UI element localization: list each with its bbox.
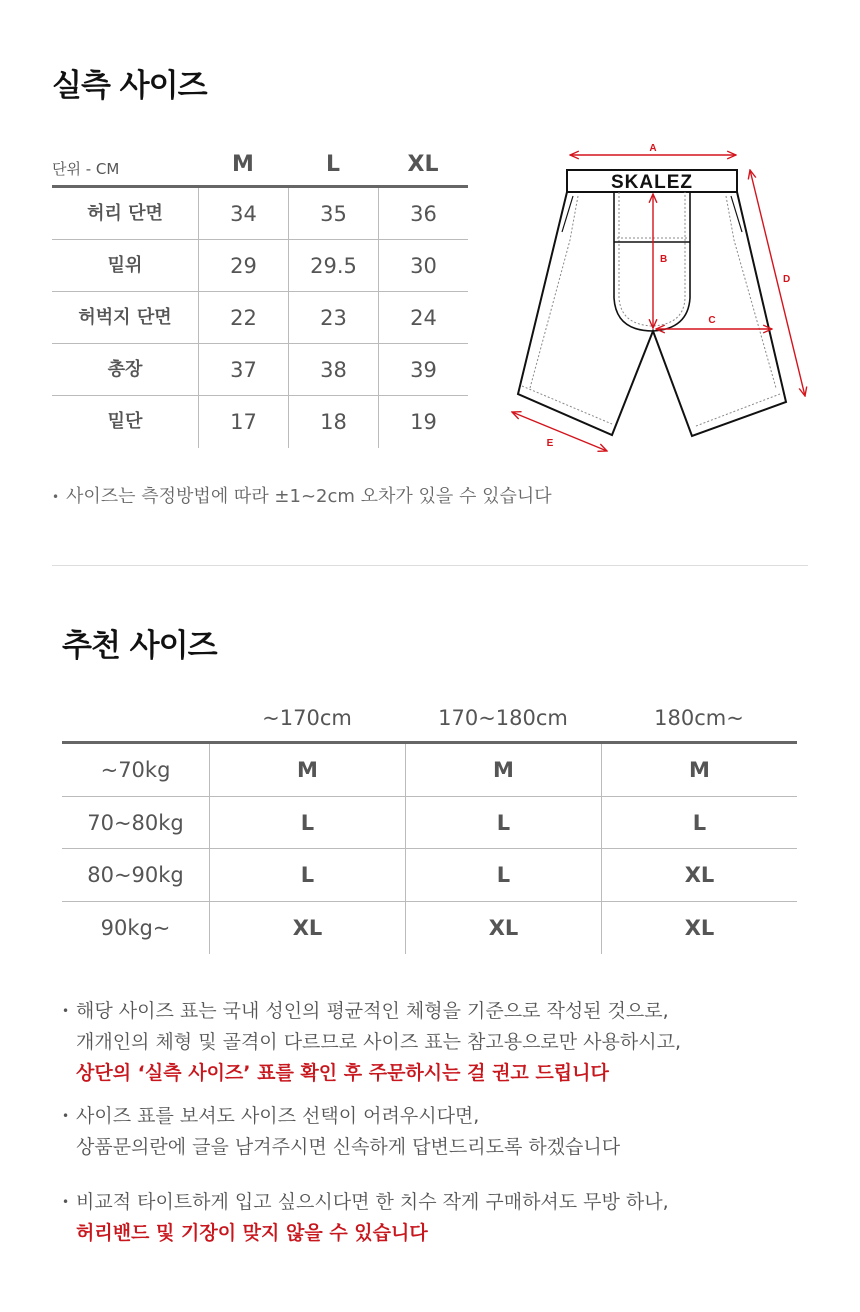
table-cell: 29 [198,240,288,292]
table-row [52,344,468,396]
table-row [52,240,468,292]
recommended-size-table [62,700,797,954]
column-header: 180cm~ [654,706,744,730]
table-cell: XL [209,902,405,954]
table-cell: 36 [378,188,468,240]
table-cell: L [405,849,601,901]
table-cell: 35 [288,188,378,240]
table-cell: 29.5 [288,240,378,292]
table-row [52,396,468,448]
bullet-icon: • [62,1109,70,1123]
table-cell: XL [601,849,797,901]
table-row [62,797,797,850]
note-text: 사이즈는 측정방법에 따라 ±1~2cm 오차가 있을 수 있습니다 [66,486,552,507]
notice-text: 해당 사이즈 표는 국내 성인의 평균적인 체형을 기준으로 작성된 것으로, [76,1000,669,1022]
table-cell: 34 [198,188,288,240]
row-label: 80~90kg [87,863,184,887]
table-row [52,188,468,240]
table-cell: L [209,797,405,849]
table-cell: 18 [288,396,378,448]
table-header [62,700,797,744]
brand-logo: SKALEZ [611,172,693,193]
column-header: L [325,152,341,177]
column-header: 170~180cm [438,706,568,730]
notice-text: 비교적 타이트하게 입고 싶으시다면 한 치수 작게 구매하셔도 무방 하나, [76,1191,669,1213]
notice-highlight: 상단의 ‘실측 사이즈’ 표를 확인 후 주문하시는 걸 권고 드립니다 [76,1062,609,1084]
column-header: ~170cm [262,706,352,730]
table-cell: 19 [378,396,468,448]
table-cell: L [209,849,405,901]
row-label: 허벅지 단면 [78,307,172,328]
section-divider [52,565,808,566]
table-cell: L [601,797,797,849]
column-header: XL [407,152,439,177]
label-c: C [708,315,716,326]
notice-block-2 [62,1101,822,1163]
measured-size-title: 실측 사이즈 [52,68,207,104]
table-cell: M [405,744,601,796]
table-header [52,146,468,188]
table-cell: 30 [378,240,468,292]
notice-block-3 [62,1187,822,1249]
table-cell: 39 [378,344,468,396]
notice-text: 상품문의란에 글을 남겨주시면 신속하게 답변드리도록 하겠습니다 [76,1136,621,1158]
row-label: 70~80kg [87,810,184,835]
table-row [62,744,797,797]
measurement-note [52,482,552,508]
row-label: 90kg~ [100,915,171,940]
recommended-size-title: 추천 사이즈 [62,628,217,664]
row-label: 밑단 [107,411,143,432]
label-b: B [660,254,668,265]
shorts-measurement-diagram [500,136,820,456]
unit-label: 단위 - CM [52,160,120,178]
table-cell: 38 [288,344,378,396]
table-cell: M [209,744,405,796]
table-row [62,902,797,955]
table-row [62,849,797,902]
notice-text: 개개인의 체형 및 골격이 다르므로 사이즈 표는 참고용으로만 사용하시고, [76,1031,681,1053]
table-cell: 22 [198,292,288,344]
notice-block-1 [62,996,822,1089]
measured-size-table [52,146,468,448]
label-d: D [783,274,791,285]
notice-text: 사이즈 표를 보셔도 사이즈 선택이 어려우시다면, [76,1105,480,1127]
row-label: 허리 단면 [87,203,163,224]
table-cell: 17 [198,396,288,448]
bullet-icon: • [52,490,60,504]
table-cell: 37 [198,344,288,396]
label-a: A [649,143,657,154]
table-cell: L [405,797,601,849]
table-cell: 24 [378,292,468,344]
column-header: M [232,152,254,177]
bullet-icon: • [62,1195,70,1209]
notice-highlight: 허리밴드 및 기장이 맞지 않을 수 있습니다 [76,1222,428,1244]
shorts-outline [518,170,786,436]
table-cell: XL [405,902,601,954]
bullet-icon: • [62,1004,70,1018]
row-label: 밑위 [107,255,143,276]
table-row [52,292,468,344]
table-cell: XL [601,902,797,954]
table-cell: 23 [288,292,378,344]
label-e: E [546,438,554,449]
table-cell: M [601,744,797,796]
row-label: 총장 [107,359,143,380]
row-label: ~70kg [100,758,171,782]
